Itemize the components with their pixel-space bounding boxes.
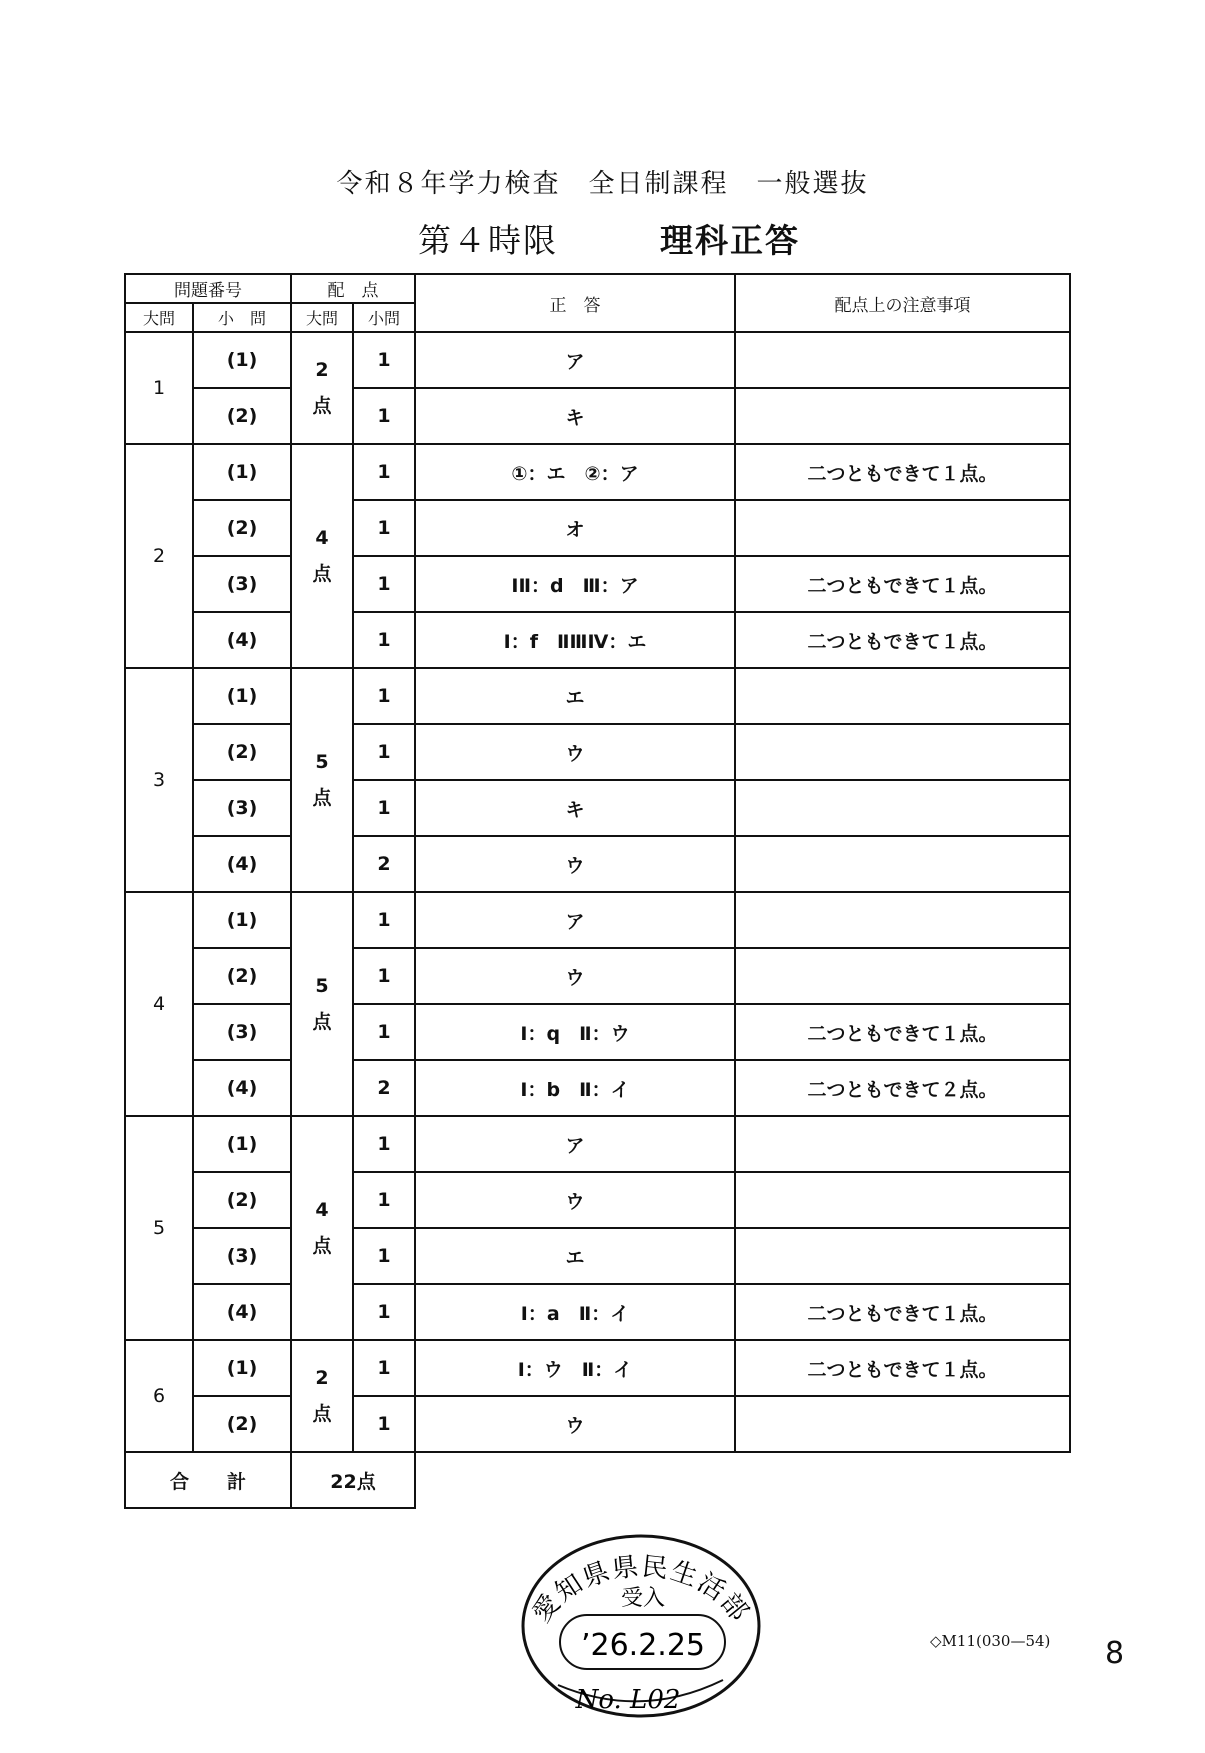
answer-cell: キ — [415, 780, 735, 836]
answer-cell: ①：エ ②：ア — [415, 444, 735, 500]
total-value: 22点 — [291, 1452, 415, 1508]
document-code: ◇M11(030—54) — [930, 1632, 1051, 1650]
small-question-number: (2) — [193, 948, 291, 1004]
small-points: 1 — [353, 1284, 415, 1340]
large-points-value: 2 — [315, 358, 329, 381]
note-cell: 二つともできて１点。 — [735, 444, 1070, 500]
small-points: 2 — [353, 836, 415, 892]
small-question-number: (1) — [193, 1340, 291, 1396]
table-row — [125, 556, 1070, 612]
page-number: 8 — [1105, 1636, 1125, 1671]
note-cell — [735, 1172, 1070, 1228]
stamp-number: No. L02 — [575, 1685, 681, 1715]
table-row — [125, 1172, 1070, 1228]
answer-cell: ア — [415, 892, 735, 948]
small-points: 1 — [353, 668, 415, 724]
large-points-value: 2 — [315, 1366, 329, 1389]
table-row — [125, 332, 1070, 388]
small-question-number: (2) — [193, 724, 291, 780]
answer-cell: ウ — [415, 1396, 735, 1452]
note-cell — [735, 948, 1070, 1004]
total-row — [125, 1452, 1070, 1508]
table-row — [125, 724, 1070, 780]
small-points: 1 — [353, 1116, 415, 1172]
small-question-number: (4) — [193, 612, 291, 668]
small-question-number: (3) — [193, 1228, 291, 1284]
note-cell: 二つともできて１点。 — [735, 1004, 1070, 1060]
answer-cell: Ⅰ：ウ Ⅱ：イ — [415, 1340, 735, 1396]
answer-table — [124, 273, 1071, 1509]
received-stamp — [518, 1530, 764, 1722]
note-cell: 二つともできて１点。 — [735, 612, 1070, 668]
note-cell — [735, 724, 1070, 780]
table-row — [125, 1340, 1070, 1396]
answer-cell: Ⅰ：b Ⅱ：イ — [415, 1060, 735, 1116]
note-cell — [735, 780, 1070, 836]
table-row — [125, 612, 1070, 668]
small-points: 1 — [353, 1340, 415, 1396]
small-question-number: (1) — [193, 892, 291, 948]
answer-cell: ア — [415, 332, 735, 388]
small-points: 1 — [353, 1172, 415, 1228]
table-row — [125, 948, 1070, 1004]
answer-cell: エ — [415, 1228, 735, 1284]
small-points: 1 — [353, 780, 415, 836]
small-question-number: (1) — [193, 1116, 291, 1172]
large-points — [291, 1340, 353, 1452]
table-row — [125, 1228, 1070, 1284]
large-question-number: 5 — [125, 1116, 193, 1340]
small-points: 1 — [353, 388, 415, 444]
exam-title: 令和８年学力検査 全日制課程 一般選抜 — [336, 169, 869, 199]
note-cell — [735, 500, 1070, 556]
note-cell: 二つともできて１点。 — [735, 1340, 1070, 1396]
large-question-number: 4 — [125, 892, 193, 1116]
col-small-pts: 小問 — [353, 303, 415, 332]
table-row — [125, 836, 1070, 892]
table-row — [125, 500, 1070, 556]
small-question-number: (2) — [193, 500, 291, 556]
large-points-value: 5 — [315, 974, 329, 997]
small-points: 1 — [353, 556, 415, 612]
answer-cell: オ — [415, 500, 735, 556]
note-cell — [735, 836, 1070, 892]
table-row — [125, 892, 1070, 948]
header-row-1 — [125, 274, 1070, 303]
answer-cell: ウ — [415, 724, 735, 780]
period-label: 第４時限 — [418, 221, 558, 260]
large-points-unit: 点 — [312, 1235, 332, 1257]
col-answer: 正 答 — [415, 274, 735, 332]
answer-cell: キ — [415, 388, 735, 444]
answer-cell: ウ — [415, 836, 735, 892]
answer-cell: Ⅰ：a Ⅱ：イ — [415, 1284, 735, 1340]
answer-cell: ウ — [415, 1172, 735, 1228]
col-question-no: 問題番号 — [125, 274, 291, 303]
small-points: 1 — [353, 892, 415, 948]
total-label: 合 計 — [125, 1452, 291, 1508]
table-row — [125, 1396, 1070, 1452]
note-cell — [735, 1116, 1070, 1172]
large-points-unit: 点 — [312, 1403, 332, 1425]
answer-cell: エ — [415, 668, 735, 724]
table-row — [125, 388, 1070, 444]
small-points: 1 — [353, 724, 415, 780]
small-points: 1 — [353, 1396, 415, 1452]
answer-cell: Ⅰ：f ⅡⅢⅣ：エ — [415, 612, 735, 668]
small-question-number: (4) — [193, 836, 291, 892]
answer-cell: ア — [415, 1116, 735, 1172]
large-points-value: 5 — [315, 750, 329, 773]
col-small: 小 問 — [193, 303, 291, 332]
small-question-number: (1) — [193, 668, 291, 724]
small-question-number: (2) — [193, 1396, 291, 1452]
large-points — [291, 668, 353, 892]
total-empty — [415, 1452, 1070, 1508]
small-question-number: (1) — [193, 332, 291, 388]
col-points: 配 点 — [291, 274, 415, 303]
stamp-received: 受入 — [620, 1586, 666, 1611]
large-points — [291, 444, 353, 668]
small-points: 1 — [353, 1228, 415, 1284]
small-question-number: (3) — [193, 780, 291, 836]
large-points-value: 4 — [315, 526, 329, 549]
large-points-value: 4 — [315, 1198, 329, 1221]
small-points: 1 — [353, 1004, 415, 1060]
large-question-number: 3 — [125, 668, 193, 892]
subject-title: 理科正答 — [660, 221, 800, 260]
table-row — [125, 780, 1070, 836]
note-cell — [735, 892, 1070, 948]
large-points — [291, 892, 353, 1116]
small-question-number: (4) — [193, 1060, 291, 1116]
large-points — [291, 332, 353, 444]
large-points-unit: 点 — [312, 787, 332, 809]
note-cell — [735, 1396, 1070, 1452]
small-points: 2 — [353, 1060, 415, 1116]
answer-cell: Ⅰ：q Ⅱ：ウ — [415, 1004, 735, 1060]
large-question-number: 2 — [125, 444, 193, 668]
note-cell — [735, 388, 1070, 444]
table-row — [125, 668, 1070, 724]
answer-cell: ⅠⅡ：d Ⅲ：ア — [415, 556, 735, 612]
large-points-unit: 点 — [312, 563, 332, 585]
col-large: 大問 — [125, 303, 193, 332]
note-cell: 二つともできて２点。 — [735, 1060, 1070, 1116]
stamp-org: 愛知県県民生活部 — [526, 1551, 756, 1629]
stamp-date: ’26.2.25 — [580, 1628, 706, 1663]
col-large-pts: 大問 — [291, 303, 353, 332]
small-question-number: (4) — [193, 1284, 291, 1340]
note-cell: 二つともできて１点。 — [735, 1284, 1070, 1340]
large-points-unit: 点 — [312, 395, 332, 417]
small-question-number: (2) — [193, 388, 291, 444]
large-points — [291, 1116, 353, 1340]
table-row — [125, 1284, 1070, 1340]
small-points: 1 — [353, 948, 415, 1004]
note-cell: 二つともできて１点。 — [735, 556, 1070, 612]
small-question-number: (3) — [193, 556, 291, 612]
small-points: 1 — [353, 500, 415, 556]
note-cell — [735, 1228, 1070, 1284]
small-question-number: (3) — [193, 1004, 291, 1060]
note-cell — [735, 668, 1070, 724]
table-row — [125, 1060, 1070, 1116]
large-points-unit: 点 — [312, 1011, 332, 1033]
small-points: 1 — [353, 332, 415, 388]
table-row — [125, 444, 1070, 500]
large-question-number: 1 — [125, 332, 193, 444]
answer-cell: ウ — [415, 948, 735, 1004]
small-points: 1 — [353, 612, 415, 668]
small-question-number: (1) — [193, 444, 291, 500]
table-row — [125, 1116, 1070, 1172]
col-notes: 配点上の注意事項 — [735, 274, 1070, 332]
note-cell — [735, 332, 1070, 388]
small-points: 1 — [353, 444, 415, 500]
small-question-number: (2) — [193, 1172, 291, 1228]
large-question-number: 6 — [125, 1340, 193, 1452]
table-row — [125, 1004, 1070, 1060]
